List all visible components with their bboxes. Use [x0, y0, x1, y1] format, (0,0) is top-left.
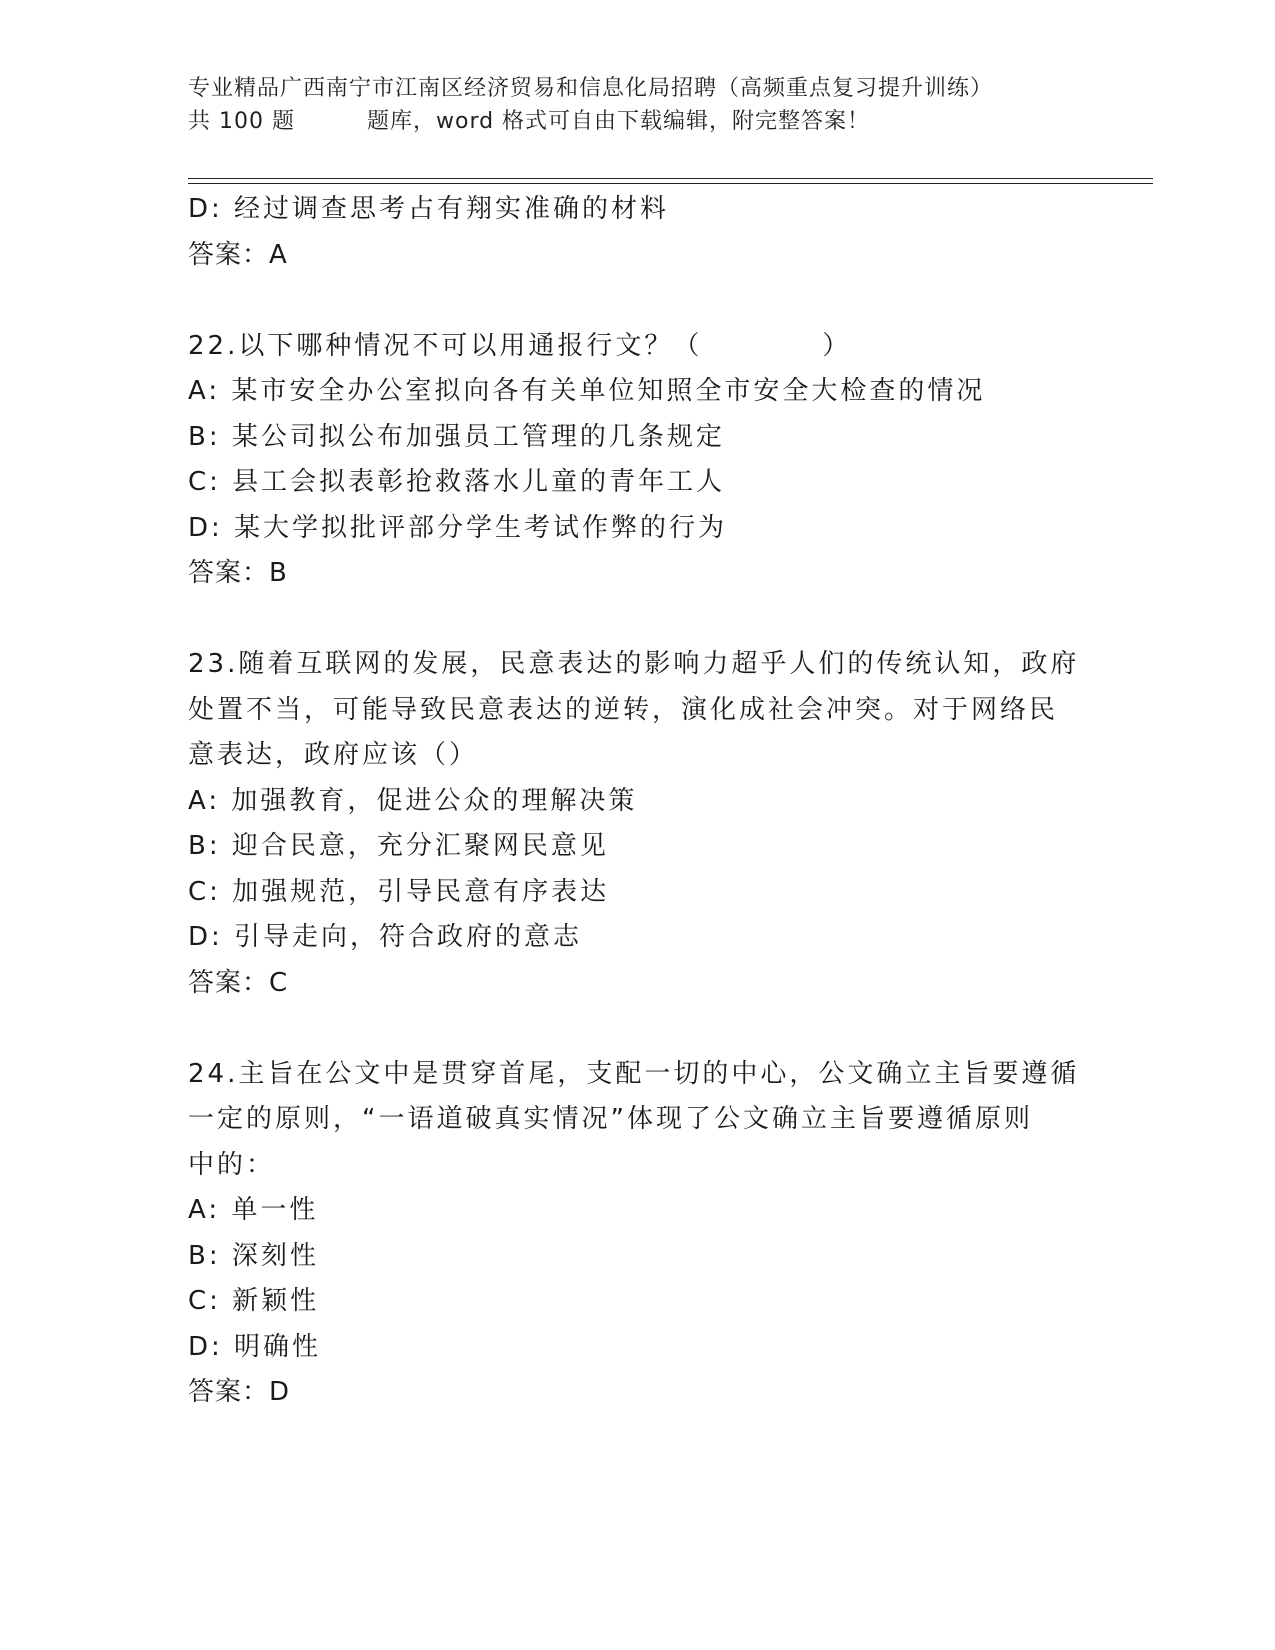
q22-option-a: A: 某市安全办公室拟向各有关单位知照全市安全大检查的情况 — [188, 376, 986, 406]
q23-option-b: B: 迎合民意，充分汇聚网民意见 — [188, 831, 609, 861]
q22-answer: 答案：B — [188, 558, 288, 588]
q23-option-d: D: 引导走向，符合政府的意志 — [188, 922, 583, 952]
q23-option-a: A: 加强教育，促进公众的理解决策 — [188, 785, 638, 816]
page-header — [188, 72, 1088, 138]
header-divider-bottom — [188, 183, 1153, 184]
q23-option-c: C: 加强规范，引导民意有序表达 — [188, 876, 610, 907]
q24-stem-line1: 24.主旨在公文中是贯穿首尾，支配一切的中心，公文确立主旨要遵循 — [188, 1058, 1080, 1089]
q24-option-d: D: 明确性 — [188, 1331, 322, 1362]
q22-option-c: C: 县工会拟表彰抢救落水儿童的青年工人 — [188, 467, 726, 497]
q22-stem — [188, 324, 1088, 370]
q24-stem-line3: 中的： — [188, 1149, 276, 1180]
q23-stem-line3: 意表达，政府应该（） — [188, 740, 479, 770]
q24-answer: 答案：D — [188, 1377, 291, 1407]
q22-option-b: B: 某公司拟公布加强员工管理的几条规定 — [188, 421, 725, 452]
q23-stem-line2: 处置不当，可能导致民意表达的逆转，演化成社会冲突。对于网络民 — [188, 694, 1059, 725]
q24-option-c: C: 新颖性 — [188, 1286, 320, 1316]
q22-stem-text: 22.以下哪种情况不可以用通报行文？（ — [188, 330, 703, 361]
q21-option-d: D: 经过调查思考占有翔实准确的材料 — [188, 194, 670, 224]
header-count: 共 100 题 — [188, 109, 295, 134]
question-content — [188, 187, 1088, 1416]
q21-answer: 答案：A — [188, 239, 288, 270]
q24-option-b: B: 深刻性 — [188, 1240, 319, 1271]
header-title: 专业精品广西南宁市江南区经济贸易和信息化局招聘（高频重点复习提升训练） — [188, 76, 994, 101]
header-divider-top — [188, 178, 1153, 179]
q24-stem-line2: 一定的原则，“一语道破真实情况”体现了公文确立主旨要遵循原则 — [188, 1104, 1033, 1134]
q22-stem-close: ） — [822, 330, 852, 361]
q23-stem-line1: 23.随着互联网的发展，民意表达的影响力超乎人们的传统认知，政府 — [188, 649, 1080, 679]
q23-answer: 答案：C — [188, 967, 289, 998]
header-description: 题库，word 格式可自由下载编辑，附完整答案！ — [366, 109, 871, 134]
q22-option-d: D: 某大学拟批评部分学生考试作弊的行为 — [188, 512, 728, 543]
q24-option-a: A: 单一性 — [188, 1195, 319, 1225]
header-subtitle — [188, 105, 1088, 138]
